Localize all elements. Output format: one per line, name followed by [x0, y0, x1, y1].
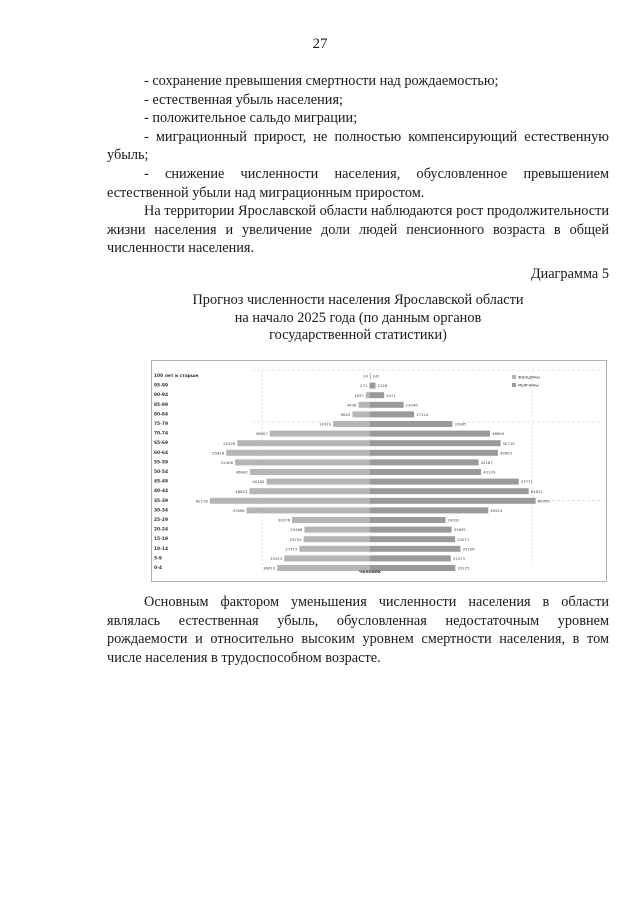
- male-value-label: 29332: [447, 517, 460, 523]
- female-bar: [237, 440, 370, 446]
- female-value-label: 40184: [252, 479, 265, 485]
- male-value-label: 42187: [480, 460, 493, 465]
- male-bar: [370, 450, 498, 456]
- male-value-label: 49653: [499, 450, 512, 456]
- female-value-label: 27415: [285, 546, 298, 552]
- male-value-label: 31695: [453, 527, 466, 533]
- male-value-label: 64305: [537, 498, 550, 504]
- female-value-label: 1637: [354, 392, 364, 398]
- male-bar: [370, 402, 404, 408]
- x-axis-label: человек: [359, 570, 381, 575]
- male-bar: [370, 527, 452, 533]
- male-value-label: 5471: [386, 392, 396, 398]
- legend-label-female: женщины: [518, 374, 540, 380]
- male-bar: [370, 488, 529, 494]
- age-group-label: 0-4: [154, 566, 162, 571]
- male-value-label: 33071: [457, 536, 470, 542]
- female-value-label: 36013: [263, 565, 276, 571]
- female-value-label: 4438: [346, 402, 357, 408]
- diagram-title-line: на начало 2025 года (по данным органов: [234, 309, 482, 326]
- female-value-label: 46642: [235, 469, 248, 475]
- female-value-label: 6810: [340, 412, 351, 417]
- population-pyramid-chart: [151, 360, 607, 582]
- age-group-label: 80-84: [154, 412, 169, 418]
- female-bar: [359, 402, 370, 408]
- female-bar: [247, 507, 370, 513]
- legend-label-male: мужчины: [518, 382, 539, 388]
- intro-paragraph: На территории Ярославской области наблюдаются рост продолжительности жизни населения и увеличение доли людей пенсионного возраста в общей численности населения.: [107, 203, 609, 257]
- diagram-title-line: Прогноз численности населения Ярославской области: [192, 292, 524, 308]
- age-group-label: 65-69: [154, 441, 169, 447]
- male-value-label: 43129: [483, 469, 496, 475]
- age-group-label: 20-24: [154, 527, 169, 533]
- female-bar: [304, 527, 370, 533]
- male-value-label: 31965: [454, 421, 467, 427]
- female-value-label: 33323: [270, 556, 283, 561]
- legend-swatch-female: [512, 375, 516, 379]
- age-group-label: 85-89: [154, 402, 169, 408]
- age-group-label: 75-79: [154, 422, 169, 427]
- female-value-label: 47898: [232, 508, 245, 513]
- male-value-label: 241: [372, 373, 380, 379]
- diagram-title-line: государственной статистики): [269, 327, 447, 344]
- female-bar: [270, 431, 370, 437]
- male-bar: [370, 498, 536, 504]
- female-bar: [277, 565, 370, 571]
- male-bar: [370, 459, 479, 465]
- age-group-label: 25-29: [154, 518, 169, 523]
- age-group-label: 30-34: [154, 508, 169, 514]
- male-bar: [370, 536, 455, 542]
- female-bar: [235, 459, 370, 465]
- female-bar: [292, 517, 370, 523]
- bullet-item: - сохранение превышения смертности над рождаемостью;: [144, 73, 499, 89]
- male-value-label: 31373: [452, 556, 465, 561]
- age-group-label: 55-59: [154, 460, 169, 466]
- male-bar: [370, 411, 414, 417]
- bullet-item: - снижение численности населения, обусловленное превышением естественной убыли над миграционным приростом.: [107, 165, 609, 201]
- age-group-label: 40-44: [154, 489, 169, 495]
- male-bar: [370, 421, 452, 427]
- female-bar: [249, 488, 370, 494]
- male-value-label: 17124: [416, 412, 429, 417]
- age-group-label: 60-64: [154, 450, 169, 456]
- female-value-label: 30276: [277, 517, 291, 523]
- female-bar: [266, 479, 370, 485]
- age-group-label: 15-19: [154, 537, 169, 543]
- male-bar: [370, 431, 490, 437]
- diagram-title: [107, 292, 609, 345]
- male-value-label: 45914: [490, 508, 503, 513]
- intro-block: [107, 72, 609, 258]
- bullet-item: - миграционный прирост, не полностью компенсирующий естественную убыль;: [107, 128, 609, 164]
- male-value-label: 50715: [502, 440, 515, 446]
- male-bar: [370, 546, 460, 552]
- female-value-label: 25468: [290, 527, 303, 533]
- male-bar: [370, 440, 501, 446]
- male-value-label: 2126: [377, 383, 388, 389]
- female-value-label: 46823: [235, 488, 248, 494]
- age-group-label: 35-39: [154, 498, 169, 504]
- male-bar: [370, 555, 451, 561]
- male-value-label: 57771: [520, 479, 533, 485]
- age-group-label: 50-54: [154, 470, 169, 475]
- male-value-label: 46609: [492, 431, 505, 437]
- diagram-number: Диаграмма 5: [530, 266, 609, 282]
- male-value-label: 35106: [462, 546, 475, 552]
- pyramid-svg: [152, 361, 606, 581]
- closing-paragraph: Основным фактором уменьшения численности населения в области являлась естественная убыль, обусловленная недостаточным уровнем рождаемости и относительно высоким уровнем смертности населения, в том числе населения в трудоспособном возрасте.: [107, 594, 609, 666]
- female-bar: [369, 383, 370, 389]
- female-bar: [304, 536, 370, 542]
- age-group-label: 100 лет и старше: [154, 374, 199, 379]
- female-value-label: 55818: [212, 450, 225, 456]
- male-bar: [370, 469, 481, 475]
- page-number: 27: [312, 36, 328, 52]
- age-group-label: 5-9: [154, 556, 162, 562]
- age-group-label: 95-99: [154, 383, 169, 389]
- bullet-item: - естественная убыль населения;: [144, 91, 343, 108]
- female-value-label: 38907: [255, 431, 268, 437]
- male-bar: [370, 565, 455, 571]
- female-bar: [352, 411, 370, 417]
- age-group-label: 90-94: [154, 393, 169, 399]
- female-value-label: 271: [360, 383, 368, 389]
- age-group-label: 45-49: [154, 479, 169, 485]
- legend-swatch-male: [512, 383, 516, 387]
- male-value-label: 33125: [457, 565, 470, 571]
- female-value-label: 62178: [195, 498, 208, 504]
- female-bar: [210, 498, 370, 504]
- male-bar: [370, 517, 446, 523]
- female-value-label: 25755: [289, 536, 302, 542]
- age-group-label: 70-74: [154, 431, 169, 437]
- bullet-item: - положительное сальдо миграции;: [144, 110, 358, 127]
- female-bar: [366, 392, 370, 398]
- female-bar: [284, 555, 370, 561]
- female-value-label: 52406: [220, 460, 234, 465]
- male-bar: [370, 383, 375, 389]
- male-value-label: 13046: [405, 402, 418, 408]
- female-value-label: 14319: [319, 421, 332, 427]
- male-bar: [370, 479, 519, 485]
- female-bar: [250, 469, 370, 475]
- age-group-label: 10-14: [154, 546, 169, 552]
- male-bar: [370, 373, 371, 379]
- female-value-label: 51526: [223, 440, 236, 446]
- male-value-label: 61612: [530, 488, 543, 494]
- female-bar: [226, 450, 370, 456]
- female-bar: [333, 421, 370, 427]
- female-bar: [299, 546, 370, 552]
- male-bar: [370, 507, 488, 513]
- male-bar: [370, 392, 384, 398]
- female-value-label: 24: [363, 373, 368, 379]
